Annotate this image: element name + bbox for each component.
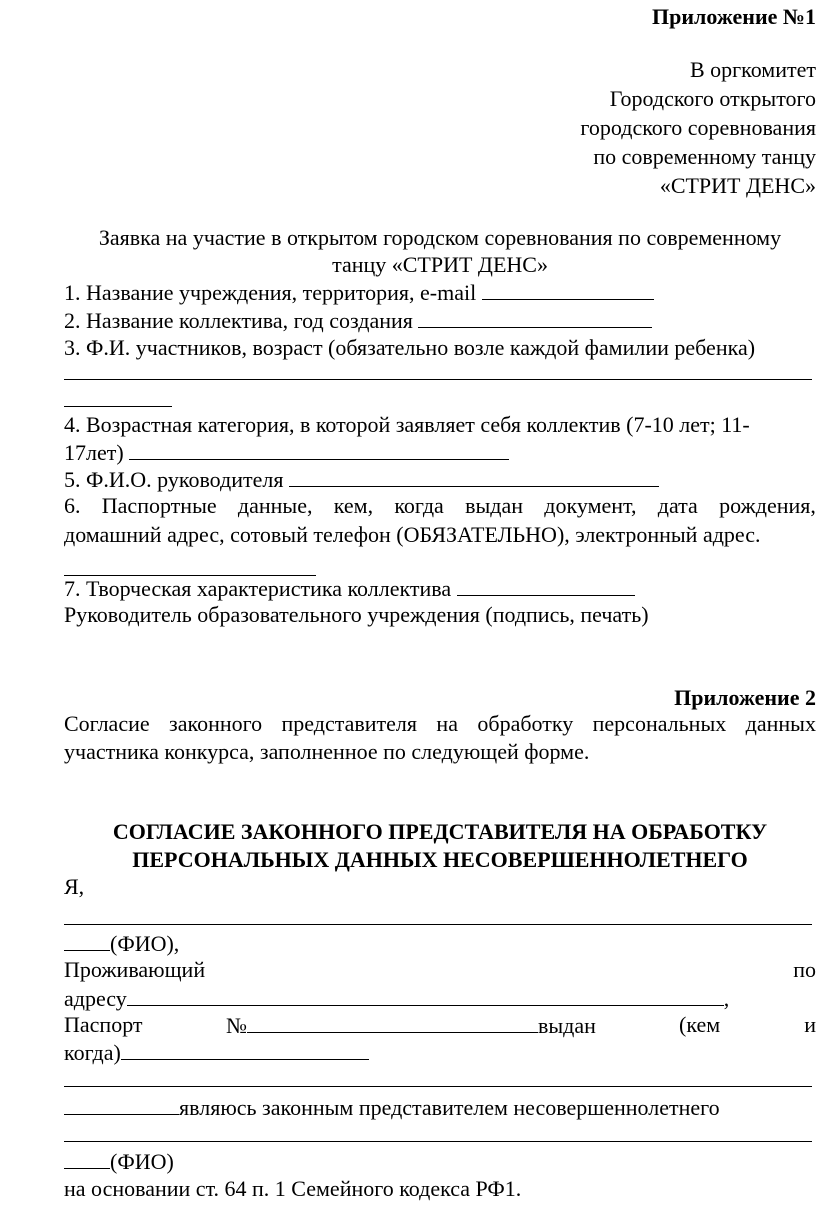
residing-line xyxy=(64,955,816,985)
item-7-blank[interactable] xyxy=(457,573,635,596)
fio-line-2 xyxy=(64,1146,816,1176)
when-label: когда) xyxy=(64,1040,121,1065)
minor-fio-blank-line[interactable] xyxy=(64,1141,812,1142)
word: на xyxy=(436,711,458,736)
passport-number xyxy=(226,1010,596,1040)
number-sign: № xyxy=(226,1013,247,1038)
appendix-2-heading: Приложение 2 xyxy=(674,685,816,710)
addressee-line: Городского открытого xyxy=(609,86,816,111)
word: 6. xyxy=(64,493,81,518)
residing-label: Проживающий xyxy=(64,957,206,982)
addressee-line: «СТРИТ ДЕНС» xyxy=(659,173,816,198)
word: дата xyxy=(657,493,698,518)
application-title: Заявка на участие в открытом городском соревнования по современному xyxy=(98,225,782,250)
item-6-line-2: домашний адрес, сотовый телефон (ОБЯЗАТЕЛЬНО), электронный адрес. xyxy=(64,522,761,547)
word: Паспортные xyxy=(101,493,217,518)
item-4 xyxy=(64,437,816,467)
signature-line: Руководитель образовательного учреждения (подпись, печать) xyxy=(64,602,649,627)
item-5-blank[interactable] xyxy=(289,464,659,487)
item-3-blank-line[interactable] xyxy=(64,379,812,380)
at-label: по xyxy=(793,957,816,982)
item-4-blank[interactable] xyxy=(129,437,509,460)
addressee-line: В оргкомитет xyxy=(689,57,816,82)
item-1-label: 1. Название учреждения, территория, e-mail xyxy=(64,280,477,305)
fio-label: (ФИО), xyxy=(110,931,180,956)
word: данных xyxy=(745,711,816,736)
word: законного xyxy=(169,711,263,736)
addressee-line: по современному танцу xyxy=(593,144,816,169)
comma: , xyxy=(723,986,730,1011)
guardian-label: являюсь законным представителем несовершеннолетнего xyxy=(179,1095,720,1120)
item-5-label: 5. Ф.И.О. руководителя xyxy=(64,467,284,492)
when-blank[interactable] xyxy=(121,1037,369,1060)
consent-i: Я, xyxy=(64,874,85,899)
fio-blank-line[interactable] xyxy=(64,924,812,925)
and-label: и xyxy=(804,1012,816,1037)
fio-blank[interactable] xyxy=(64,1146,110,1169)
consent-title: ПЕРСОНАЛЬНЫХ ДАННЫХ НЕСОВЕРШЕННОЛЕТНЕГО xyxy=(132,847,748,872)
appendix-1-heading: Приложение №1 xyxy=(652,4,816,29)
item-6-line-1 xyxy=(64,491,816,521)
word: персональных xyxy=(592,711,727,736)
address-line xyxy=(64,983,816,1013)
word: данные, xyxy=(237,493,313,518)
word: когда xyxy=(394,493,444,518)
appendix-2-intro-line-1 xyxy=(64,709,816,739)
item-4-label: 4. Возрастная категория, в которой заявляет себя коллектив (7-10 лет; 11- xyxy=(64,412,750,437)
by-whom-label: (кем xyxy=(679,1012,721,1037)
appendix-2-intro-line-2: участника конкурса, заполненное по следующей форме. xyxy=(64,739,590,764)
item-7-label: 7. Творческая характеристика коллектива xyxy=(64,576,452,601)
passport-line xyxy=(64,1010,816,1040)
word: кем, xyxy=(333,493,374,518)
when-line xyxy=(64,1037,816,1067)
passport-number-blank[interactable] xyxy=(247,1010,538,1033)
guardian-blank[interactable] xyxy=(64,1092,179,1115)
legal-basis: на основании ст. 64 п. 1 Семейного кодекса РФ1. xyxy=(64,1176,522,1201)
item-2-blank[interactable] xyxy=(418,305,652,328)
guardian-line xyxy=(64,1092,816,1122)
item-3-label: 3. Ф.И. участников, возраст (обязательно возле каждой фамилии ребенка) xyxy=(64,335,756,360)
item-2 xyxy=(64,305,816,335)
address-blank[interactable] xyxy=(127,983,724,1006)
word: представителя xyxy=(281,711,418,736)
word: Согласие xyxy=(64,711,150,736)
fio-blank[interactable] xyxy=(64,928,110,951)
item-3-blank-line[interactable] xyxy=(64,406,172,407)
word: рождения, xyxy=(719,493,816,518)
application-title: танцу «СТРИТ ДЕНС» xyxy=(332,252,548,277)
word: документ, xyxy=(544,493,637,518)
consent-title: СОГЛАСИЕ ЗАКОННОГО ПРЕДСТАВИТЕЛЯ НА ОБРАБОТКУ xyxy=(112,819,768,844)
fio-label: (ФИО) xyxy=(110,1149,174,1174)
item-7 xyxy=(64,573,816,603)
issued-label: выдан xyxy=(538,1013,596,1038)
passport-label: Паспорт xyxy=(64,1012,143,1037)
item-5 xyxy=(64,464,816,494)
word: обработку xyxy=(477,711,574,736)
item-4-label: 17лет) xyxy=(64,440,124,465)
addressee-line: городского соревнования xyxy=(580,115,816,140)
item-1 xyxy=(64,277,816,307)
address-label: адресу xyxy=(64,986,127,1011)
item-1-blank[interactable] xyxy=(482,277,654,300)
issuer-blank-line[interactable] xyxy=(64,1086,812,1087)
item-2-label: 2. Название коллектива, год создания xyxy=(64,308,413,333)
word: выдан xyxy=(465,493,524,518)
fio-line-1 xyxy=(64,928,816,958)
